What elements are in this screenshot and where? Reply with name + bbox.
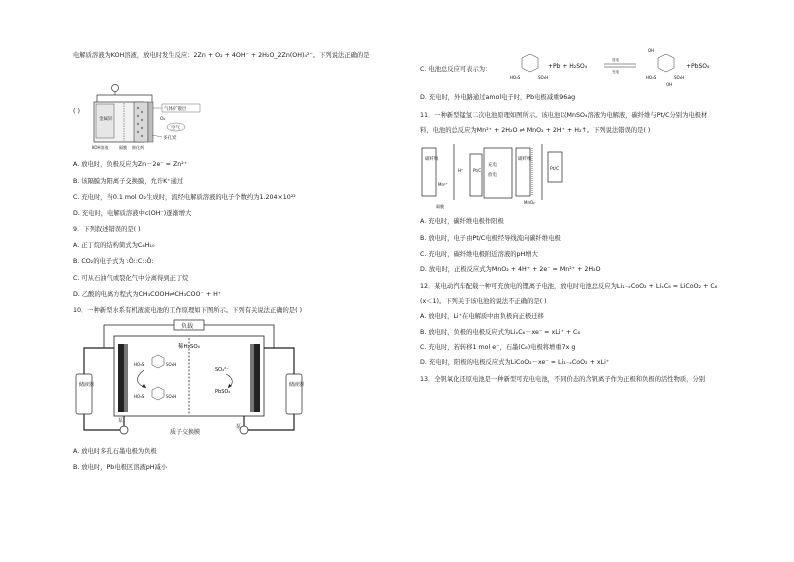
- q12-stem-line1: 12．某电动汽车配载一种可充放电的锂离子电池，放电时电池总反应为Li₁₋ₓCoO₂ + LiₓC₆ = LiCoO₂ + C₆: [420, 283, 718, 290]
- svg-text:Pt/C: Pt/C: [473, 168, 482, 173]
- q9-option-b: B. CO₂的电子式为 :Ö::C::Ö:: [73, 258, 154, 265]
- pump-left-label: 泵: [118, 418, 124, 424]
- q12-option-c: C. 充电时，若转移1 mol e⁻，石墨(C₆)电极将增重7x g: [420, 344, 576, 351]
- q10-option-c-prefix: C. 电池总反应可表示为：: [420, 66, 492, 73]
- q12-option-b: B. 放电时，负极的电极反应式为LiₓC₆－xe⁻ = xLi⁺ + C₆: [420, 329, 580, 336]
- q8-option-b: B. 该隔膜为阳离子交换膜，允许K⁺通过: [73, 178, 184, 185]
- q12-option-d: D. 充电时，阳极的电极反应式为LiCoO₂－xe⁻ = Li₁₋ₓCoO₂ + xLi⁺: [420, 359, 610, 366]
- svg-text:Mn²⁺: Mn²⁺: [438, 182, 448, 187]
- porous-carbon-label: 多孔炭: [163, 136, 177, 141]
- svg-text:充电: 充电: [488, 163, 497, 168]
- gas-diffusion-label: 气体扩散层: [164, 107, 187, 112]
- q11-option-a: A. 充电时，碳纤维电极作阳极: [420, 218, 504, 225]
- svg-text:充电: 充电: [612, 70, 619, 74]
- svg-text:OH: OH: [648, 48, 655, 53]
- zinc-air-battery-figure: [72, 82, 222, 154]
- o2-label: O₂: [160, 117, 166, 122]
- catalyst-label: 催化剂: [132, 145, 144, 150]
- mol-top-right: SO₃H: [166, 362, 177, 367]
- mol-bot-right: SO₃H: [166, 394, 177, 399]
- flow-battery-figure: [74, 318, 306, 440]
- separator-label: 隔膜: [119, 145, 127, 150]
- svg-text:MnO₂: MnO₂: [524, 200, 535, 205]
- svg-text:SO₃H: SO₃H: [538, 75, 549, 80]
- svg-text:+Pb + H₂SO₄: +Pb + H₂SO₄: [548, 63, 588, 70]
- q11-option-c: C. 充电时，碳纤维电极附近溶液的pH增大: [420, 251, 538, 258]
- svg-text:Pt/C: Pt/C: [550, 167, 560, 172]
- svg-text:碳纤维: 碳纤维: [518, 157, 532, 162]
- svg-text:HO₃S: HO₃S: [646, 75, 657, 80]
- q10-stem: 10．一种新型水系有机液流电池的工作原理如下图所示。下列有关说法正确的是( ): [73, 307, 303, 314]
- svg-text:碳纤维: 碳纤维: [425, 157, 439, 162]
- q8-stem: 电解质溶液为KOH溶液，放电时发生反应：2Zn + O₂ + 4OH⁻ + 2H₂O_2Zn(OH)₄²⁻。下列说法正确的是: [73, 52, 370, 59]
- tank-right-label: 储液器: [289, 382, 305, 388]
- q12-stem-line2: (x＜1)。下列关于该电池的说法不正确的是( ): [420, 298, 547, 305]
- q9-stem: 9．下列叙述错误的是( ): [73, 226, 141, 233]
- q12-option-a: A. 放电时，Li⁺在电解质中由负极向正极迁移: [420, 313, 544, 320]
- q13-stem: 13．全钒氧化还原电池是一种新型可充电电池，不同价态的含钒离子作为正极和负极的活性物质，分别: [420, 376, 706, 383]
- svg-text:放电: 放电: [488, 173, 497, 178]
- svg-text:SO₃H: SO₃H: [674, 75, 685, 80]
- svg-text:金属锌: 金属锌: [99, 117, 113, 122]
- svg-text:+PbSO₄: +PbSO₄: [686, 63, 710, 70]
- svg-text:放电: 放电: [612, 58, 619, 62]
- so4-label: SO₄²⁻: [215, 367, 229, 373]
- svg-text:H⁺: H⁺: [458, 168, 464, 173]
- svg-text:HO₃S: HO₃S: [510, 75, 521, 80]
- q8-bracket: ( ): [73, 108, 80, 115]
- mn-h-battery-figure: [420, 142, 580, 212]
- q8-option-d: D. 充电时，电解质溶液中c(OH⁻)逐渐增大: [73, 210, 192, 217]
- q9-option-a: A. 正丁烷的结构简式为C₄H₁₀: [73, 242, 155, 249]
- tank-left-label: 储液器: [79, 382, 95, 388]
- pump-right-label: 泵: [236, 424, 242, 430]
- q10-option-d: D. 充电时，外电路通过amol电子时，Pb电极减重96ag: [420, 94, 576, 101]
- pbso4-label: PbSO₄: [215, 389, 231, 395]
- mol-bot-left: HO₃S: [134, 394, 145, 399]
- q8-option-c: C. 充电时，当0.1 mol O₂生成时，流经电解质溶液的电子个数约为1.204×10²²: [73, 194, 296, 201]
- load-label: 负载: [181, 323, 194, 330]
- svg-text:OH: OH: [666, 82, 673, 87]
- q9-option-c: C. 可从石油气或裂化气中分离得到正丁烷: [73, 275, 189, 282]
- q10-option-b: B. 放电时，Pb电极区溶液pH减小: [73, 464, 168, 471]
- q8-option-a: A. 放电时，负极反应为Zn－2e⁻ = Zn²⁺: [73, 161, 188, 168]
- acid-label: 稀H₂SO₄: [178, 344, 200, 350]
- membrane-label: 质子交换膜: [170, 429, 201, 436]
- total-reaction-figure: [508, 46, 718, 88]
- q10-option-a: A. 放电时多孔石墨电极为负极: [73, 448, 157, 455]
- q9-option-d: D. 乙酸的电离方程式为CH₃COOH⇌CH₃COO⁻ + H⁺: [73, 291, 222, 298]
- q11-stem-line1: 11．一种新型锰氢二次电池原理如图所示。该电池以MnSO₄溶液为电解液，碳纤维与Pt/C分别为电极材: [420, 112, 708, 119]
- air-label: 空气: [171, 126, 180, 131]
- q11-option-b: B. 放电时，电子由Pt/C电极经导线流向碳纤维电极: [420, 235, 561, 242]
- svg-text:隔膜: 隔膜: [436, 204, 444, 209]
- koh-label: KOH溶液: [92, 145, 109, 150]
- q11-option-d: D. 放电时，正极反应式为MnO₂ + 4H⁺ + 2e⁻ = Mn²⁺ + 2H₂O: [420, 266, 601, 273]
- mol-top-left: HO₃S: [134, 362, 145, 367]
- q11-stem-line2: 料，电池的总反应为Mn²⁺ + 2H₂O ⇌ MnO₂ + 2H⁺ + H₂↑。下列说法错误的是( ): [420, 127, 651, 134]
